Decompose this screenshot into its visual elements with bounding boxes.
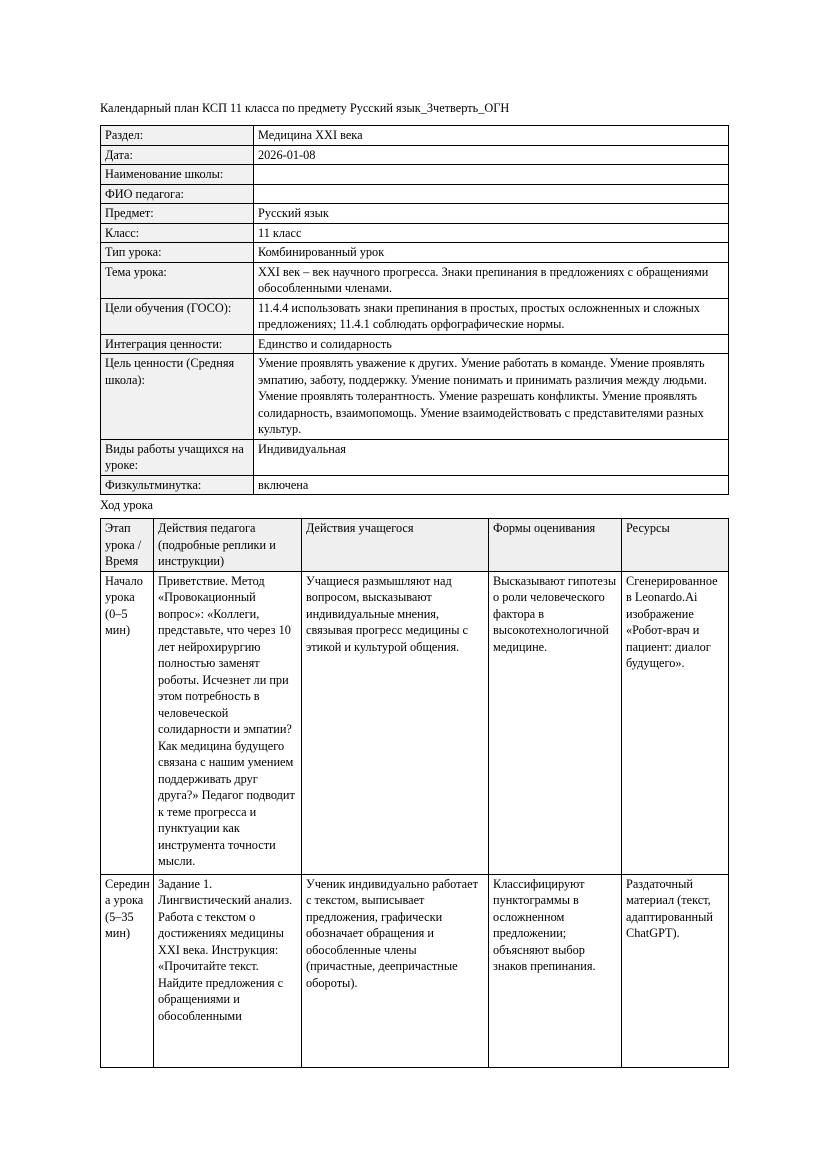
info-value-lesson-type: Комбинированный урок [254, 243, 729, 263]
flow-header-stage: Этап урока / Время [101, 519, 154, 572]
document-content [100, 100, 728, 1068]
info-value-lesson-topic: XXI век – век научного прогресса. Знаки препинания в предложениях с обращениями обособленными членами. [254, 262, 729, 298]
info-value-work-types: Индивидуальная [254, 439, 729, 475]
lesson-flow-body [101, 571, 729, 1067]
table-row [101, 204, 729, 224]
flow-cell-assessment-forms: Высказывают гипотезы о роли человеческого фактора в высокотехнологичной медицине. [489, 571, 622, 874]
info-value-teacher-name [254, 184, 729, 204]
table-row [101, 439, 729, 475]
table-row [101, 334, 729, 354]
section-heading-lesson-flow: Ход урока [100, 498, 153, 512]
info-label-teacher-name: ФИО педагога: [101, 184, 254, 204]
info-label-lesson-topic: Тема урока: [101, 262, 254, 298]
info-label-lesson-type: Тип урока: [101, 243, 254, 263]
table-row [101, 354, 729, 440]
table-row [101, 298, 729, 334]
info-label-razdel: Раздел: [101, 126, 254, 146]
info-label-data: Дата: [101, 145, 254, 165]
info-value-class: 11 класс [254, 223, 729, 243]
info-value-school [254, 165, 729, 185]
table-row [101, 262, 729, 298]
flow-cell-stage: Начало урока (0–5 мин) [101, 571, 154, 874]
info-label-work-types: Виды работы учащихся на уроке: [101, 439, 254, 475]
info-value-razdel: Медицина XXI века [254, 126, 729, 146]
info-value-learning-goals: 11.4.4 использовать знаки препинания в простых, простых осложненных и сложных предложениях; 11.4.1 соблюдать орфографические нормы. [254, 298, 729, 334]
info-value-value-integration: Единство и солидарность [254, 334, 729, 354]
lesson-flow-head [101, 519, 729, 572]
info-label-value-integration: Интеграция ценности: [101, 334, 254, 354]
info-value-subject: Русский язык [254, 204, 729, 224]
flow-header-student-actions: Действия учащегося [302, 519, 489, 572]
table-row [101, 475, 729, 495]
flow-cell-resources: Раздаточный материал (текст, адаптированный ChatGPT). [622, 874, 729, 1067]
table-row [101, 165, 729, 185]
table-row [101, 874, 729, 1067]
info-label-value-goal: Цель ценности (Средняя школа): [101, 354, 254, 440]
table-row [101, 184, 729, 204]
table-row [101, 571, 729, 874]
info-label-subject: Предмет: [101, 204, 254, 224]
info-label-class: Класс: [101, 223, 254, 243]
table-row [101, 223, 729, 243]
flow-cell-assessment-forms: Классифицируют пунктограммы в осложненном предложении; объясняют выбор знаков препинания. [489, 874, 622, 1067]
table-row [101, 243, 729, 263]
flow-cell-teacher-actions: Приветствие. Метод «Провокационный вопрос»: «Коллеги, представьте, что через 10 лет нейрохирургию полностью заменят роботы. Исчезнет ли при этом потребность в человеческой солидарности и эмпатии? Как медицина будущего связана с нашим умением поддерживать друг друга?» Педагог подводит к теме прогресса и пунктуации как инструмента точности мысли. [154, 571, 302, 874]
flow-header-teacher-actions: Действия педагога (подробные реплики и инструкции) [154, 519, 302, 572]
lesson-info-table [100, 125, 729, 495]
info-value-data: 2026-01-08 [254, 145, 729, 165]
flow-cell-teacher-actions: Задание 1. Лингвистический анализ. Работа с текстом о достижениях медицины XXI века. Инструкция: «Прочитайте текст. Найдите предложения с обращениями и обособленными [154, 874, 302, 1067]
info-label-physical-break: Физкультминутка: [101, 475, 254, 495]
flow-cell-resources: Сгенерированное в Leonardo.Ai изображение «Робот-врач и пациент: диалог будущего». [622, 571, 729, 874]
table-row [101, 145, 729, 165]
info-value-physical-break: включена [254, 475, 729, 495]
table-header-row [101, 519, 729, 572]
info-value-value-goal: Умение проявлять уважение к других. Умение работать в команде. Умение проявлять эмпатию, заботу, поддержку. Умение понимать и принимать различия между людьми. Умение проявлять толерантность. Умение разрешать конфликты. Умение проявлять солидарность, взаимопомощь. Умение взаимодействовать с представителями разных культур. [254, 354, 729, 440]
flow-header-resources: Ресурсы [622, 519, 729, 572]
lesson-info-body [101, 126, 729, 495]
info-label-learning-goals: Цели обучения (ГОСО): [101, 298, 254, 334]
flow-header-assessment-forms: Формы оценивания [489, 519, 622, 572]
page-title: Календарный план КСП 11 класса по предмету Русский язык_3четверть_ОГН [100, 101, 510, 115]
flow-cell-stage: Середина урока (5–35 мин) [101, 874, 154, 1067]
flow-cell-student-actions: Ученик индивидуально работает с текстом, выписывает предложения, графически обозначает обращения и обособленные члены (причастные, деепричастные обороты). [302, 874, 489, 1067]
flow-cell-student-actions: Учащиеся размышляют над вопросом, высказывают индивидуальные мнения, связывая прогресс медицины с этикой и культурой общения. [302, 571, 489, 874]
table-row [101, 126, 729, 146]
info-label-school: Наименование школы: [101, 165, 254, 185]
lesson-flow-table [100, 518, 729, 1068]
